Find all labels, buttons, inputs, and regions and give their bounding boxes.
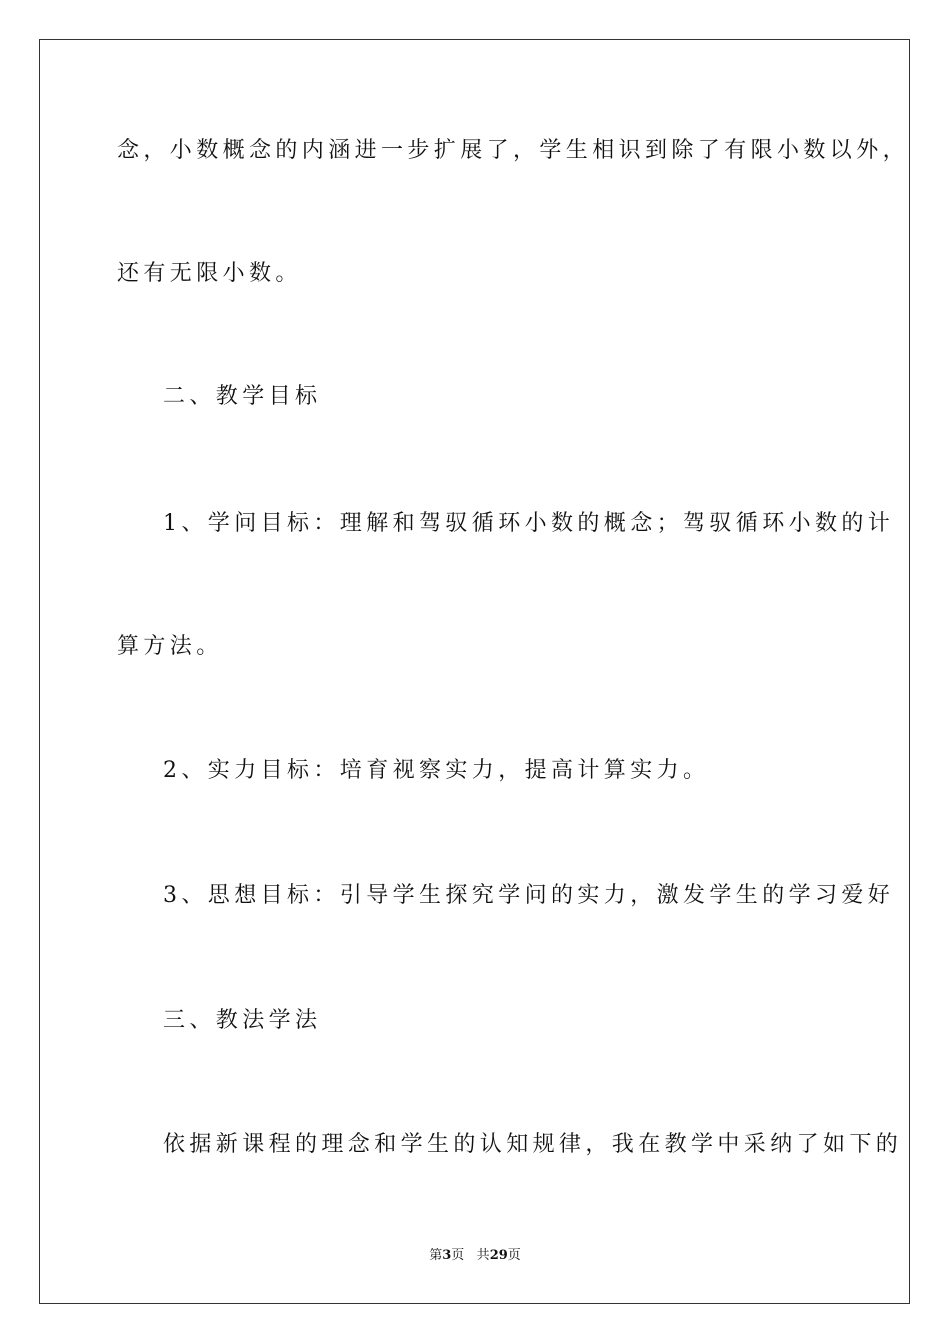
- page-prefix: 第: [429, 1248, 443, 1263]
- paragraph-line-ability-goal: 2、实力目标：培育视察实力，提高计算实力。: [163, 758, 710, 783]
- paragraph-line-calculation-method: 算方法。: [117, 634, 223, 659]
- total-suffix: 页: [507, 1248, 521, 1263]
- paragraph-line-2: 还有无限小数。: [117, 261, 302, 286]
- paragraph-line-1: 念，小数概念的内涵进一步扩展了，学生相识到除了有限小数以外，: [117, 138, 910, 163]
- page-number: 3: [442, 1248, 452, 1263]
- paragraph-line-knowledge-goal: 1、学问目标：理解和驾驭循环小数的概念；驾驭循环小数的计: [163, 511, 895, 536]
- page-suffix: 页: [451, 1248, 465, 1263]
- section-heading-teaching-methods: 三、教法学法: [163, 1008, 322, 1033]
- total-prefix: 共: [476, 1248, 490, 1263]
- page-border: [39, 39, 910, 1304]
- paragraph-line-thought-goal: 3、思想目标：引导学生探究学问的实力，激发学生的学习爱好: [163, 883, 895, 908]
- paragraph-line-methods-intro: 依据新课程的理念和学生的认知规律，我在教学中采纳了如下的: [163, 1132, 903, 1157]
- section-heading-teaching-goals: 二、教学目标: [163, 384, 322, 409]
- page-footer: [0, 1248, 950, 1264]
- total-pages: 29: [489, 1248, 508, 1263]
